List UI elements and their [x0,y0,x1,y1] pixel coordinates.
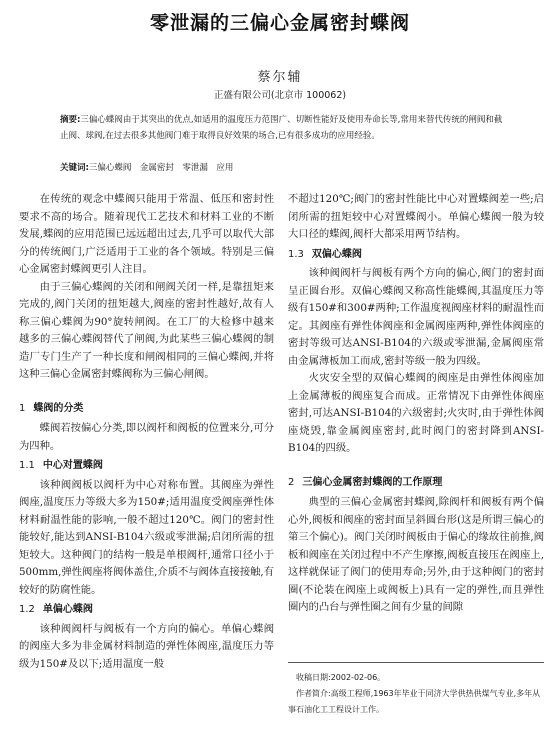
keywords-text: 三偏心蝶阀 金属密封 零泄漏 应用 [88,163,234,173]
section-1-2-paragraph: 该种阀阀杆与阀板有一个方向的偏心。单偏心蝶阀的阀座大多为非金属材料制造的弹性体阀座,温度压力等级为150#及以下;适用温度一般 [19,622,274,670]
paper-title: 零泄漏的三偏心金属密封蝶阀 [149,12,410,34]
section-1-3-title: 双偏心蝶阀 [311,248,362,260]
author-affiliation: 正盛有限公司(北京市 100062) [213,90,347,101]
keywords [60,161,504,173]
abstract-label: 摘要: [60,115,81,125]
right-column [288,191,544,617]
intro-paragraph-2: 由于三偏心蝶阀的关闭和闸阀关闭一样,是靠扭矩来完成的,阀门关闭的扭矩越大,阀座的密封性越好,故有人称三偏心蝶阀为90°旋转闸阀。在工厂的大检修中越来越多的三偏心蝶阀替代了闸阀,为此某些三偏心蝶阀的制造厂专门生产了一种长度和闸阀相同的三偏心蝶阀,并将这种三偏心金属密封蝶阀称为三偏心闸阀。 [19,280,274,380]
abstract-text: 三偏心蝶阀由于其突出的优点,如适用的温度压力范围广、切断性能好及使用寿命长等,常用来替代传统的闸阀和截止阀、球阀,在过去很多其他阀门难于取得良好效果的场合,已有很多成功的应用经验。 [60,115,503,141]
author-name: 蔡尔辅 [257,70,303,85]
section-2-heading [288,474,544,492]
keywords-label: 关键词: [60,163,89,173]
section-2-number: 2 [288,476,295,488]
section-1-3-heading [288,246,544,264]
section-1-1-heading [19,457,274,475]
section-1-1-paragraph: 该种阀阀板以阀杆为中心对称布置。其阀座为弹性阀座,温度压力等级大多为150#;适用温度受阀座弹性体材料耐温性能的影响,一般不超过120℃。阀门的密封性能较好,能达到ANSI-B104六级或零泄漏;启闭所需的扭矩较大。这种阀门的结构一般是单根阀杆,通常口径小于500mm,弹性阀座将阀体盖住,介质不与阀体直接接触,有较好的防腐性能。 [19,478,274,596]
section-1-title: 蝶阀的分类 [33,402,84,414]
intro-paragraph-1: 在传统的观念中蝶阀只能用于常温、低压和密封性要求不高的场合。随着现代工艺技术和材料工业的不断发展,蝶阀的应用范围已远远超出过去,几乎可以取代大部分的传统阀门,广泛适用于工业的各个领域。特别是三偏心金属密封蝶阀更引人注目。 [19,193,274,275]
section-2-paragraph: 典型的三偏心金属密封蝶阀,除阀杆和阀板有两个偏心外,阀板和阀座的密封面呈斜圆台形(这是所谓三偏心的第三个偏心)。阀门关闭时阀板由于偏心的缘故往前推,阀板和阀座在关闭过程中不产生摩擦,阀板直接压在阀座上,这样就保证了阀门的使用寿命;另外,由于这种阀门的密封圈(不论装在阀座上或阀板上)具有一定的弹性,而且弹性圈内的凸台与弹性圈之间有少量的间隙 [288,496,544,613]
continued-paragraph: 不超过120℃;阀门的密封性能比中心对置蝶阀差一些;启闭所需的扭矩较中心对置蝶阀小。单偏心蝶阀一般为较大口径的蝶阀,阀杆大都采用两节结构。 [288,193,544,240]
section-2-title: 三偏心金属密封蝶阀的工作原理 [302,476,443,488]
section-1-2-number: 1.2 [19,604,35,615]
section-1-2-title: 单偏心蝶阀 [42,604,93,615]
section-1-heading [19,400,274,418]
section-1-number: 1 [19,402,26,414]
abstract [60,112,504,144]
section-1-1-number: 1.1 [19,460,35,471]
section-1-paragraph: 蝶阀若按偏心分类,即以阀杆和阀板的位置来分,可分为四种。 [19,422,274,452]
author-bio: 作者简介:高级工程师,1963年毕业于同济大学供热供煤气专业,多年从事石油化工工程设计工作。 [288,689,541,714]
section-1-2-heading [19,601,274,619]
section-1-3-paragraph-1: 该种阀阀杆与阀板有两个方向的偏心,阀门的密封面呈正圆台形。双偏心蝶阀又称高性能蝶阀,其温度压力等级有150#和300#两种;工作温度视阀座材料的耐温性而定。其阀座有弹性体阀座和金属阀座两种,弹性体阀座的密封等级可达ANSI-B104的六级或零泄漏,金属阀座常由金属薄板加工而成,密封等级一般为四级。 [288,267,544,367]
section-1-1-title: 中心对置蝶阀 [42,460,103,471]
received-date: 收稿日期:2002-02-06。 [296,673,386,682]
left-column [19,191,274,673]
section-1-3-number: 1.3 [288,248,304,260]
section-1-3-paragraph-2: 火灾安全型的双偏心蝶阀的阀座是由弹性体阀座加上金属薄板的阀座复合而成。正常情况下由弹性体阀座密封,可达ANSI-B104的六级密封;火灾时,由于弹性体阀座烧毁,靠金属阀座密封,此时阀门的密封降到ANSI-B104的四级。 [288,372,544,454]
footnotes [288,662,544,718]
